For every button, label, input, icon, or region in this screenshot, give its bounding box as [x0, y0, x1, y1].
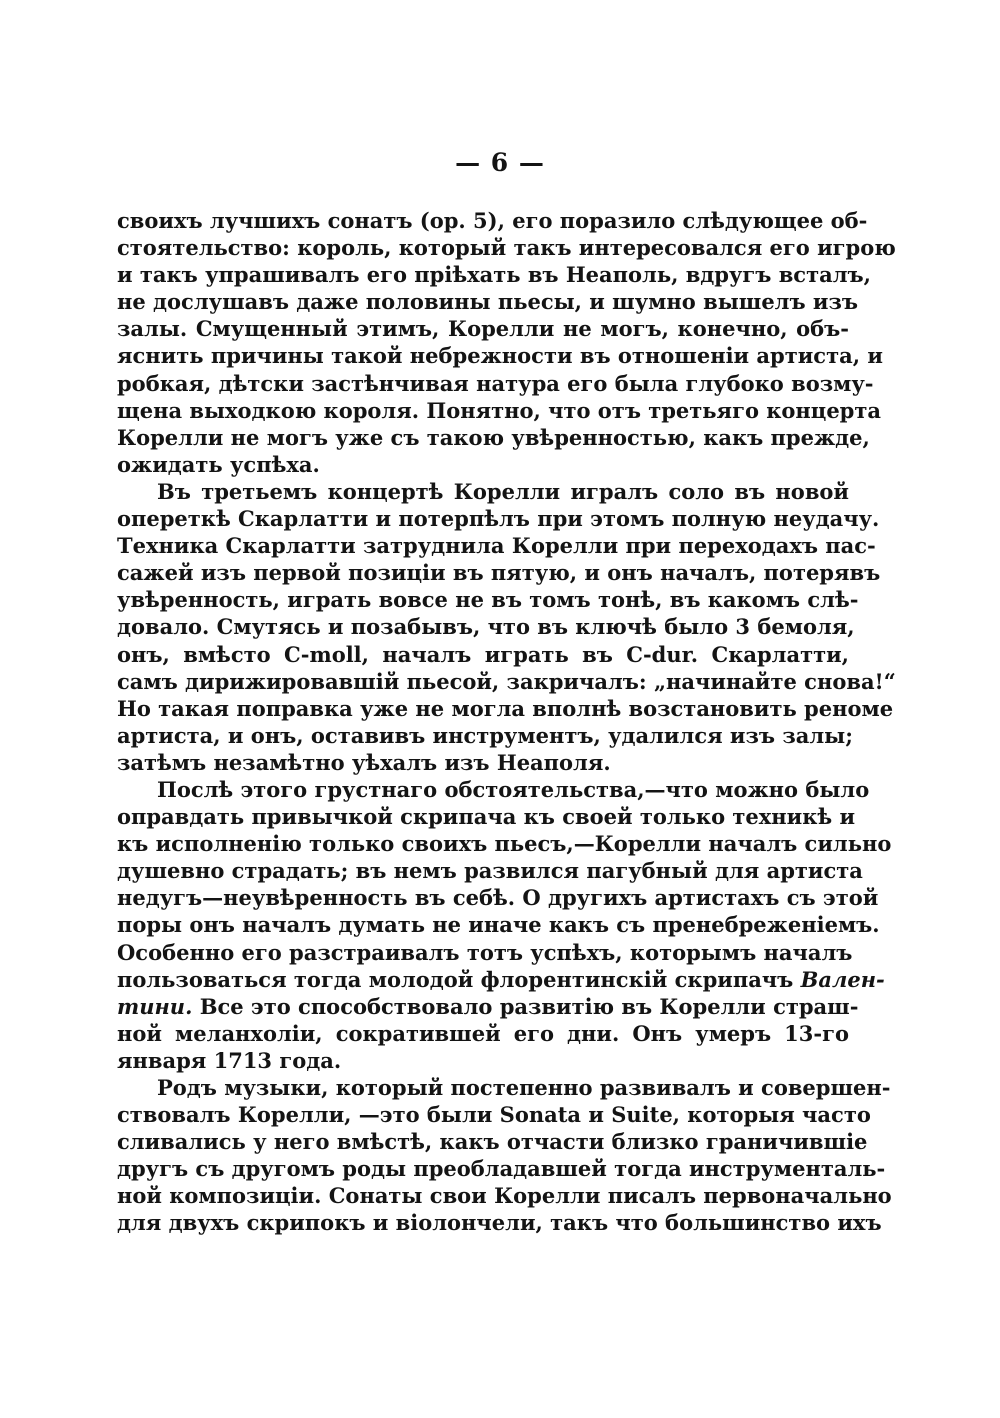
text-line: недугъ—неувѣренность въ себѣ. О другихъ артистахъ съ этой — [117, 885, 879, 911]
page-number: — 6 — — [455, 148, 545, 177]
text-line: Техника Скарлатти затруднила Корелли при переходахъ пас- — [117, 533, 876, 559]
text-line: Родъ музыки, который постепенно развивалъ и совершен- — [157, 1075, 891, 1100]
text-line: сажей изъ первой позиціи въ пятую, и онъ началъ, потерявъ — [117, 560, 881, 586]
text-line: другъ съ другомъ роды преобладавшей тогда инструменталь- — [117, 1156, 886, 1182]
text-line: для двухъ скрипокъ и віолончели, такъ что большинство ихъ — [117, 1210, 882, 1236]
italic-name: Вален- — [800, 966, 885, 992]
text-line: Въ третьемъ концертѣ Корелли игралъ соло въ новой — [157, 478, 849, 504]
text-line: сливались у него вмѣстѣ, какъ отчасти близко граничившіе — [117, 1129, 868, 1155]
text-line: Особенно его разстраивалъ тотъ успѣхъ, которымъ началъ — [117, 939, 853, 965]
text-line: и такъ упрашивалъ его пріѣхать въ Неаполь, вдругъ всталъ, — [117, 262, 871, 288]
text-line: ствовалъ Корелли, —это были Sonata и Suite, которыя часто — [117, 1102, 871, 1128]
text-line: ожидать успѣха. — [117, 451, 320, 477]
text-line: не дослушавъ даже половины пьесы, и шумно вышелъ изъ — [117, 289, 858, 315]
text-line: пользоваться тогда молодой флорентинскій скрипачъ Вален- — [117, 966, 885, 992]
text-line: стоятельство: король, который такъ интересовался его игрою — [117, 235, 896, 261]
text-line: Послѣ этого грустнаго обстоятельства,—что можно было — [157, 776, 870, 802]
text-line: тини. Все это способствовало развитію въ Корелли страш- — [117, 993, 859, 1019]
text-line: увѣренность, играть вовсе не въ томъ тонѣ, въ какомъ слѣ- — [117, 587, 859, 613]
text-line: яснить причины такой небрежности въ отношеніи артиста, и — [117, 343, 883, 369]
text-line: опереткѣ Скарлатти и потерпѣлъ при этомъ полную неудачу. — [117, 506, 880, 532]
paragraph — [117, 776, 892, 1074]
text-line: ной композиціи. Сонаты свои Корелли писалъ первоначально — [117, 1183, 892, 1209]
text-line: къ исполненію только своихъ пьесъ,—Корелли началъ сильно — [117, 831, 892, 857]
text-line: поры онъ началъ думать не иначе какъ съ пренебреженіемъ. — [117, 912, 880, 938]
text-line: оправдать привычкой скрипача къ своей только техникѣ и — [117, 804, 856, 830]
text-line: онъ, вмѣсто C-moll, началъ играть въ C-dur. Скарлатти, — [117, 641, 849, 667]
text-line: залы. Смущенный этимъ, Корелли не могъ, конечно, объ- — [117, 316, 849, 342]
text-line: робкая, дѣтски застѣнчивая натура его была глубоко возму- — [117, 370, 874, 396]
text-line: душевно страдать; въ немъ развился пагубный для артиста — [117, 858, 863, 884]
paragraph — [117, 207, 896, 478]
italic-name: тини. — [117, 993, 193, 1019]
paragraph — [117, 1074, 892, 1237]
text-line: января 1713 года. — [117, 1047, 342, 1073]
text-line: затѣмъ незамѣтно уѣхалъ изъ Неаполя. — [117, 749, 611, 775]
text-line: Но такая поправка уже не могла вполнѣ возстановить реноме — [117, 695, 894, 721]
text-line: артиста, и онъ, оставивъ инструментъ, удалился изъ залы; — [117, 722, 853, 748]
text-line: самъ дирижировавшій пьесой, закричалъ: „начинайте снова!“ — [117, 668, 896, 694]
text-line: своихъ лучшихъ сонатъ (op. 5), его поразило слѣдующее об- — [117, 208, 868, 233]
text-line: Корелли не могъ уже съ такою увѣренностью, какъ прежде, — [117, 424, 870, 450]
text-line: щена выходкою короля. Понятно, что отъ третьяго концерта — [117, 397, 881, 423]
text-line: довало. Смутясь и позабывъ, что въ ключѣ было 3 бемоля, — [117, 614, 855, 640]
text-line: ной меланхоліи, сократившей его дни. Онъ умеръ 13-го — [117, 1020, 849, 1046]
body-text — [117, 207, 896, 1237]
paragraph — [117, 478, 896, 776]
